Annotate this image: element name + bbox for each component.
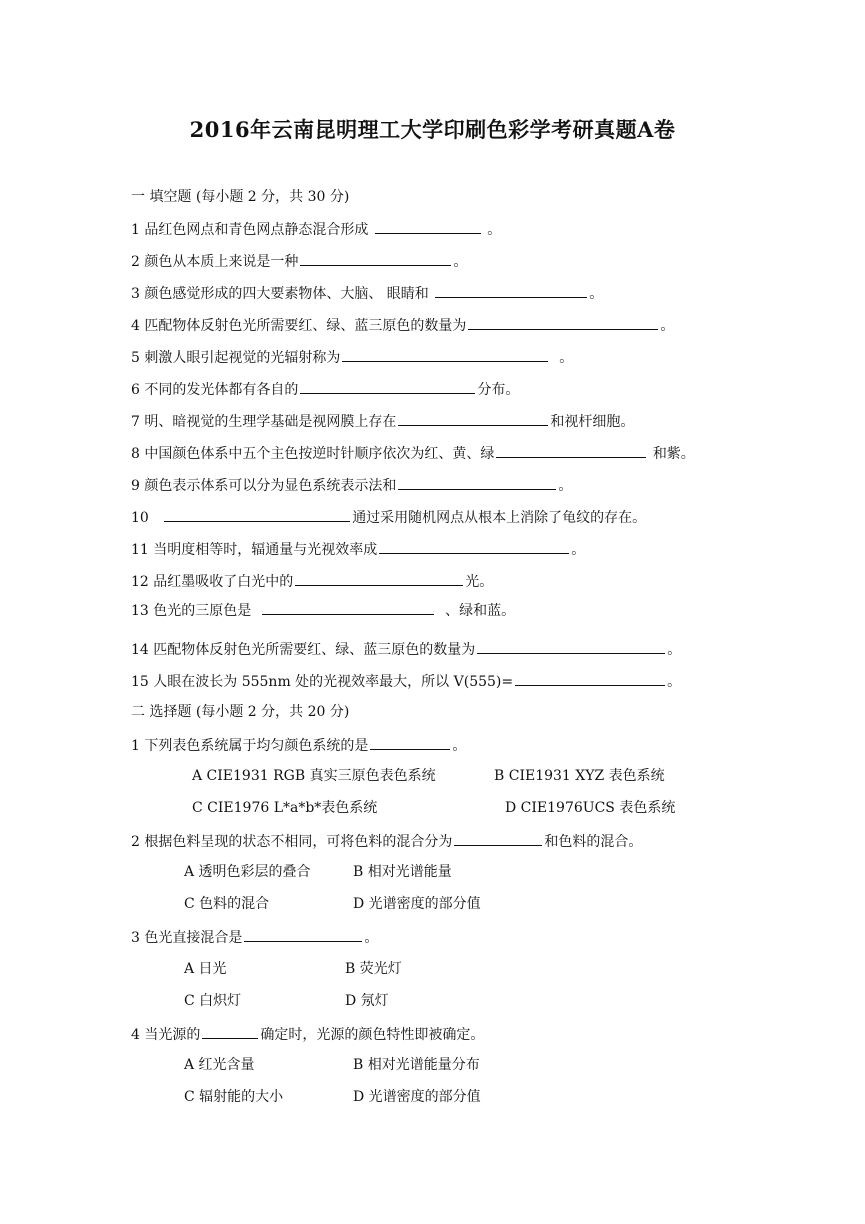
answer-blank[interactable] bbox=[477, 639, 665, 654]
answer-blank[interactable] bbox=[515, 671, 665, 686]
choice-option-a[interactable]: A 红光含量 bbox=[184, 1057, 255, 1073]
answer-blank[interactable] bbox=[202, 1024, 258, 1039]
blank-question-14 bbox=[131, 639, 681, 659]
blank-question-4 bbox=[131, 315, 674, 335]
document-title: 2016年云南昆明理工大学印刷色彩学考研真题A卷 bbox=[189, 117, 676, 142]
blank-question-9 bbox=[131, 475, 572, 495]
answer-blank[interactable] bbox=[370, 735, 450, 750]
choice-option-b[interactable]: B CIE1931 XYZ 表色系统 bbox=[494, 768, 665, 784]
question-suffix: 通过采用随机网点从根本上消除了龟纹的存在。 bbox=[352, 510, 647, 526]
question-text: 6 不同的发光体都有各自的 bbox=[131, 382, 299, 398]
choice-option-c[interactable]: C CIE1976 L*a*b*表色系统 bbox=[192, 800, 378, 816]
question-text: 9 颜色表示体系可以分为显色系统表示法和 bbox=[131, 478, 397, 494]
answer-blank[interactable] bbox=[468, 315, 658, 330]
answer-blank[interactable] bbox=[262, 600, 434, 615]
answer-blank[interactable] bbox=[244, 927, 362, 942]
answer-blank[interactable] bbox=[454, 831, 542, 846]
choice-option-d[interactable]: D 光谱密度的部分值 bbox=[353, 896, 481, 912]
question-suffix: 和紫。 bbox=[652, 446, 695, 462]
answer-blank[interactable] bbox=[375, 219, 481, 234]
blank-question-13 bbox=[131, 600, 515, 620]
answer-blank[interactable] bbox=[398, 475, 556, 490]
question-text: 2 颜色从本质上来说是一种 bbox=[131, 254, 299, 270]
blank-question-3 bbox=[131, 283, 603, 303]
choice-option-d[interactable]: D 光谱密度的部分值 bbox=[353, 1089, 481, 1105]
choice-option-c[interactable]: C 色料的混合 bbox=[184, 896, 270, 912]
blank-question-15 bbox=[131, 671, 681, 691]
blank-question-1 bbox=[131, 219, 501, 239]
blank-question-6 bbox=[131, 379, 519, 399]
question-text: 10 bbox=[131, 510, 149, 526]
question-text: 13 色光的三原色是 bbox=[131, 603, 252, 619]
question-text: 3 颜色感觉形成的四大要素物体、大脑、 眼睛和 bbox=[131, 286, 429, 302]
question-suffix: 。 bbox=[667, 642, 682, 658]
question-suffix: 。 bbox=[452, 738, 467, 754]
blank-question-5 bbox=[131, 347, 573, 367]
choice-option-c[interactable]: C 白炽灯 bbox=[184, 993, 242, 1009]
choice-option-d[interactable]: D CIE1976UCS 表色系统 bbox=[505, 800, 676, 816]
choice-option-b[interactable]: B 相对光谱能量 bbox=[353, 864, 452, 880]
question-text: 4 匹配物体反射色光所需要红、绿、蓝三原色的数量为 bbox=[131, 318, 467, 334]
question-text: 11 当明度相等时，辐通量与光视效率成 bbox=[131, 542, 378, 558]
question-suffix: 和色料的混合。 bbox=[544, 834, 643, 850]
question-text: 12 品红墨吸收了白光中的 bbox=[131, 574, 294, 590]
question-suffix: 。 bbox=[559, 350, 574, 366]
question-suffix: 、绿和蓝。 bbox=[445, 603, 516, 619]
question-suffix: 光。 bbox=[465, 574, 494, 590]
blank-question-12 bbox=[131, 571, 493, 591]
question-suffix: 。 bbox=[589, 286, 604, 302]
question-suffix: 。 bbox=[364, 930, 379, 946]
answer-blank[interactable] bbox=[398, 411, 548, 426]
question-suffix: 。 bbox=[558, 478, 573, 494]
question-suffix: 。 bbox=[660, 318, 675, 334]
answer-blank[interactable] bbox=[496, 443, 646, 458]
question-text: 5 刺激人眼引起视觉的光辐射称为 bbox=[131, 350, 341, 366]
question-text: 15 人眼在波长为 555nm 处的光视效率最大，所以 V(555)= bbox=[131, 674, 514, 690]
question-suffix: 。 bbox=[453, 254, 468, 270]
choice-question-4 bbox=[131, 1024, 484, 1044]
choice-option-a[interactable]: A 日光 bbox=[184, 961, 227, 977]
blank-question-8 bbox=[131, 443, 695, 463]
choice-question-2 bbox=[131, 831, 642, 851]
question-text: 14 匹配物体反射色光所需要红、绿、蓝三原色的数量为 bbox=[131, 642, 476, 658]
blank-question-7 bbox=[131, 411, 634, 431]
choice-option-c[interactable]: C 辐射能的大小 bbox=[184, 1089, 284, 1105]
answer-blank[interactable] bbox=[300, 379, 475, 394]
question-text: 1 下列表色系统属于均匀颜色系统的是 bbox=[131, 738, 369, 754]
question-suffix: 和视杆细胞。 bbox=[550, 414, 635, 430]
question-suffix: 。 bbox=[667, 674, 682, 690]
answer-blank[interactable] bbox=[300, 251, 451, 266]
choice-option-a[interactable]: A CIE1931 RGB 真实三原色表色系统 bbox=[192, 768, 436, 784]
answer-blank[interactable] bbox=[342, 347, 548, 362]
choice-question-1 bbox=[131, 735, 466, 755]
question-text: 3 色光直接混合是 bbox=[131, 930, 243, 946]
choice-option-a[interactable]: A 透明色彩层的叠合 bbox=[184, 864, 311, 880]
question-text: 1 品红色网点和青色网点静态混合形成 bbox=[131, 222, 369, 238]
section1-header: 一 填空题 (每小题 2 分，共 30 分) bbox=[131, 189, 350, 205]
answer-blank[interactable] bbox=[164, 507, 350, 522]
question-text: 4 当光源的 bbox=[131, 1027, 201, 1043]
question-text: 8 中国颜色体系中五个主色按逆时针顺序依次为红、黄、绿 bbox=[131, 446, 495, 462]
section2-header: 二 选择题 (每小题 2 分，共 20 分) bbox=[131, 704, 350, 720]
choice-option-b[interactable]: B 荧光灯 bbox=[345, 961, 402, 977]
question-text: 2 根据色料呈现的状态不相同，可将色料的混合分为 bbox=[131, 834, 453, 850]
answer-blank[interactable] bbox=[295, 571, 463, 586]
choice-option-b[interactable]: B 相对光谱能量分布 bbox=[353, 1057, 480, 1073]
question-suffix: 。 bbox=[487, 222, 502, 238]
question-suffix: 分布。 bbox=[477, 382, 520, 398]
question-suffix: 。 bbox=[571, 542, 586, 558]
answer-blank[interactable] bbox=[435, 283, 587, 298]
blank-question-2 bbox=[131, 251, 467, 271]
choice-question-3 bbox=[131, 927, 378, 947]
blank-question-10 bbox=[131, 507, 646, 527]
answer-blank[interactable] bbox=[379, 539, 569, 554]
choice-option-d[interactable]: D 氖灯 bbox=[345, 993, 389, 1009]
question-suffix: 确定时，光源的颜色特性即被确定。 bbox=[260, 1027, 485, 1043]
blank-question-11 bbox=[131, 539, 585, 559]
question-text: 7 明、暗视觉的生理学基础是视网膜上存在 bbox=[131, 414, 397, 430]
